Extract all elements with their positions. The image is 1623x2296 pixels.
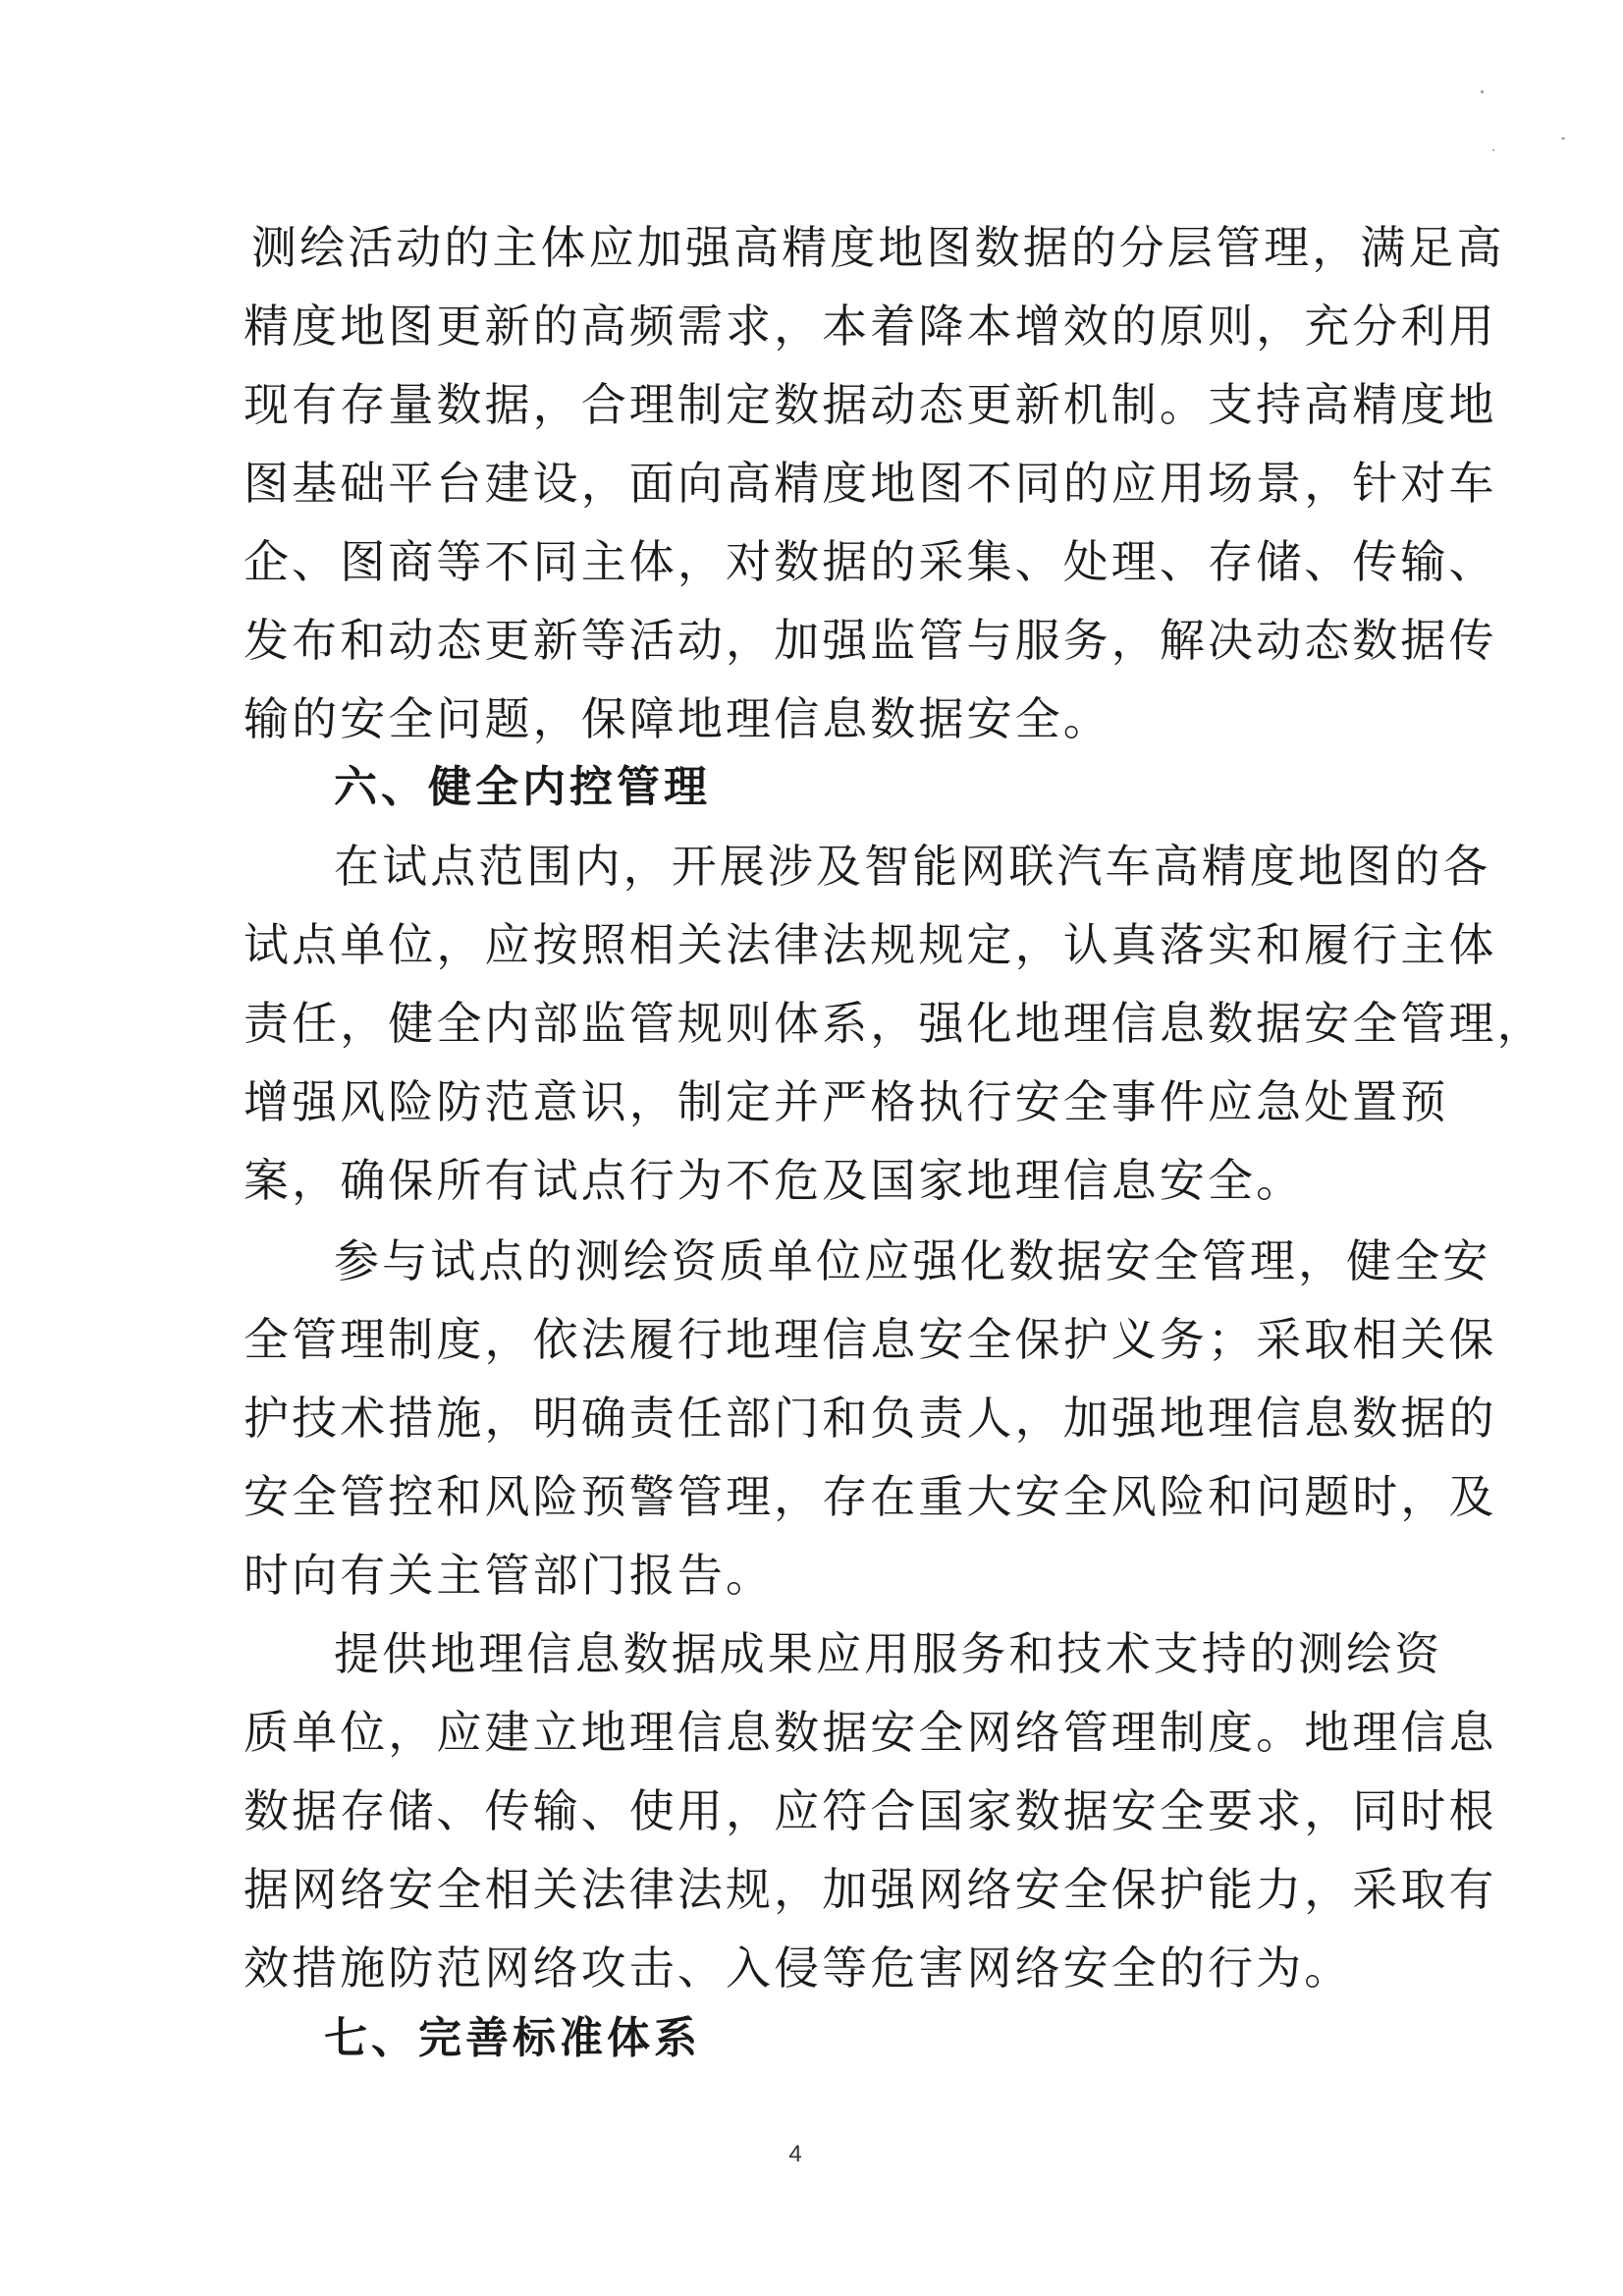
paragraph-line: 效措施防范网络攻击、入侵等危害网络安全的行为。 (243, 1941, 1353, 1995)
paragraph-line: 在试点范围内，开展涉及智能网联汽车高精度地图的各 (334, 840, 1491, 893)
paragraph-line: 安全管控和风险预警管理，存在重大安全风险和问题时，及 (243, 1470, 1497, 1523)
paragraph-line: 案，确保所有试点行为不危及国家地理信息安全。 (243, 1154, 1305, 1207)
section-heading: 七、完善标准体系 (324, 2013, 701, 2063)
paragraph-line: 精度地图更新的高频需求，本着降本增效的原则，充分利用 (243, 300, 1497, 353)
paragraph-line: 增强风险防范意识，制定并严格执行安全事件应急处置预 (243, 1075, 1449, 1128)
paragraph-line: 输的安全问题，保障地理信息数据安全。 (243, 692, 1111, 745)
paragraph-line: 测绘活动的主体应加强高精度地图数据的分层管理，满足高 (251, 221, 1505, 274)
paragraph-line: 责任，健全内部监管规则体系，强化地理信息数据安全管理， (243, 997, 1545, 1050)
paragraph-line: 参与试点的测绘资质单位应强化数据安全管理，健全安 (334, 1234, 1491, 1287)
paragraph-line: 图基础平台建设，面向高精度地图不同的应用场景，针对车 (243, 457, 1497, 510)
paragraph-line: 企、图商等不同主体，对数据的采集、处理、存储、传输、 (243, 535, 1497, 588)
paragraph-line: 发布和动态更新等活动，加强监管与服务，解决动态数据传 (243, 614, 1497, 667)
scan-speck (1481, 90, 1484, 93)
paragraph-line: 据网络安全相关法律法规，加强网络安全保护能力，采取有 (243, 1863, 1497, 1916)
paragraph-line: 全管理制度，依法履行地理信息安全保护义务；采取相关保 (243, 1313, 1497, 1366)
paragraph-line: 现有存量数据，合理制定数据动态更新机制。支持高精度地 (243, 378, 1497, 431)
paragraph-line: 质单位，应建立地理信息数据安全网络管理制度。地理信息 (243, 1706, 1497, 1759)
paragraph-line: 提供地理信息数据成果应用服务和技术支持的测绘资 (334, 1627, 1443, 1680)
page-number: 4 (788, 2141, 802, 2167)
scan-speck (1561, 137, 1565, 139)
paragraph-line: 时向有关主管部门报告。 (243, 1549, 775, 1602)
scan-speck (1492, 149, 1494, 151)
paragraph-line: 护技术措施，明确责任部门和负责人，加强地理信息数据的 (243, 1392, 1497, 1445)
paragraph-line: 试点单位，应按照相关法律法规规定，认真落实和履行主体 (243, 918, 1497, 971)
section-heading: 六、健全内控管理 (334, 762, 711, 812)
paragraph-line: 数据存储、传输、使用，应符合国家数据安全要求，同时根 (243, 1784, 1497, 1837)
